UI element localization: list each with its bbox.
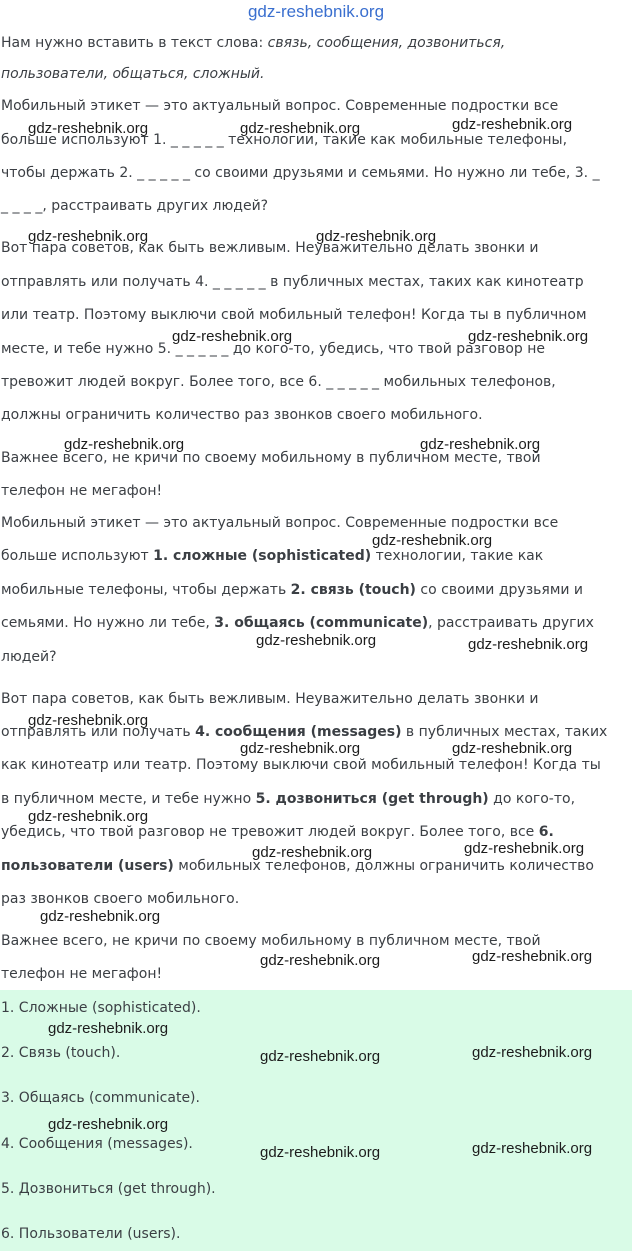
solved-text: , расстраивать других bbox=[428, 615, 594, 631]
task-line-9: тревожит людей вокруг. Более того, все 6. _ _ _ _ _ мобильных телефонов, bbox=[1, 374, 556, 390]
solved-text: мобильные телефоны, чтобы держать bbox=[1, 582, 291, 598]
solved-line-13: Важнее всего, не кричи по своему мобильному в публичном месте, твой bbox=[1, 933, 541, 949]
watermark: gdz-reshebnik.org bbox=[172, 328, 293, 345]
task-line-5: Вот пара советов, как быть вежливым. Неуважительно делать звонки и bbox=[1, 240, 539, 256]
watermark: gdz-reshebnik.org bbox=[28, 712, 149, 729]
task-line-6: отправлять или получать 4. _ _ _ _ _ в публичных местах, таких как кинотеатр bbox=[1, 274, 584, 290]
task-line-12: телефон не мегафон! bbox=[1, 483, 163, 499]
solved-text: технологии, такие как bbox=[371, 548, 544, 564]
solved-text: в публичных местах, таких bbox=[401, 724, 608, 740]
task-line-8: месте, и тебе нужно 5. _ _ _ _ _ до кого-то, убедись, что твой разговор не bbox=[1, 341, 546, 357]
task-line-2: больше используют 1. _ _ _ _ _ технологии, такие как мобильные телефоны, bbox=[1, 132, 568, 148]
solved-line-5: людей? bbox=[1, 649, 57, 665]
watermark: gdz-reshebnik.org bbox=[28, 228, 149, 245]
watermark: gdz-reshebnik.org bbox=[240, 120, 361, 137]
task-line-11: Важнее всего, не кричи по своему мобильному в публичном месте, твой bbox=[1, 450, 541, 466]
watermark: gdz-reshebnik.org bbox=[28, 808, 149, 825]
answer-highlight-4: 4. сообщения (messages) bbox=[195, 724, 402, 740]
solved-text: со своими друзьями и bbox=[415, 582, 584, 598]
answer-highlight-1: 1. сложные (sophisticated) bbox=[153, 548, 372, 564]
answer-item: 2. Связь (touch). bbox=[1, 1045, 121, 1061]
watermark: gdz-reshebnik.org bbox=[48, 1020, 169, 1037]
intro-prefix: Нам нужно вставить в текст слова: bbox=[1, 35, 268, 51]
solved-text: до кого-то, bbox=[488, 791, 576, 807]
watermark: gdz-reshebnik.org bbox=[64, 436, 185, 453]
intro-line-1 bbox=[1, 27, 631, 60]
answer-item: 5. Дозвониться (get through). bbox=[1, 1181, 216, 1197]
watermark: gdz-reshebnik.org bbox=[372, 532, 493, 549]
answer-highlight-6b: пользователи (users) bbox=[1, 858, 174, 874]
watermark: gdz-reshebnik.org bbox=[40, 908, 161, 925]
watermark: gdz-reshebnik.org bbox=[452, 116, 573, 133]
solved-text: больше используют bbox=[1, 548, 154, 564]
answer-item: 6. Пользователи (users). bbox=[1, 1226, 181, 1242]
task-line-1: Мобильный этикет — это актуальный вопрос. Современные подростки все bbox=[1, 98, 559, 114]
task-line-4: _ _ _ _, расстраивать других людей? bbox=[1, 198, 269, 214]
task-line-7: или театр. Поэтому выключи свой мобильный телефон! Когда ты в публичном bbox=[1, 307, 587, 323]
task-line-10: должны ограничить количество раз звонков своего мобильного. bbox=[1, 407, 483, 423]
watermark: gdz-reshebnik.org bbox=[28, 120, 149, 137]
solved-line-2 bbox=[1, 540, 631, 573]
watermark: gdz-reshebnik.org bbox=[252, 844, 373, 861]
solved-line-6: Вот пара советов, как быть вежливым. Неуважительно делать звонки и bbox=[1, 691, 539, 707]
solved-text: семьями. Но нужно ли тебе, bbox=[1, 615, 215, 631]
task-line-3: чтобы держать 2. _ _ _ _ _ со своими друзьями и семьями. Но нужно ли тебе, 3. _ bbox=[1, 165, 600, 181]
watermark: gdz-reshebnik.org bbox=[420, 436, 541, 453]
watermark: gdz-reshebnik.org bbox=[260, 952, 381, 969]
answer-item: 4. Сообщения (messages). bbox=[1, 1136, 193, 1152]
watermark: gdz-reshebnik.org bbox=[260, 1048, 381, 1065]
watermark: gdz-reshebnik.org bbox=[260, 1144, 381, 1161]
intro-line-2: пользователи, общаться, сложный. bbox=[1, 66, 265, 82]
answer-highlight-5: 5. дозвониться (get through) bbox=[255, 791, 489, 807]
solved-line-14: телефон не мегафон! bbox=[1, 966, 163, 982]
answer-highlight-6: 6. bbox=[538, 824, 554, 840]
watermark: gdz-reshebnik.org bbox=[240, 740, 361, 757]
solved-text: отправлять или получать bbox=[1, 724, 196, 740]
answer-highlight-3: 3. общаясь (communicate) bbox=[214, 615, 429, 631]
solved-line-12: раз звонков своего мобильного. bbox=[1, 891, 240, 907]
site-title[interactable]: gdz-reshebnik.org bbox=[247, 2, 385, 21]
answer-item: 3. Общаясь (communicate). bbox=[1, 1090, 200, 1106]
solved-text: убедись, что твой разговор не тревожит людей вокруг. Более того, все bbox=[1, 824, 539, 840]
solved-line-3 bbox=[1, 574, 631, 607]
answer-item: 1. Сложные (sophisticated). bbox=[1, 1000, 201, 1016]
solved-line-8: как кинотеатр или театр. Поэтому выключи свой мобильный телефон! Когда ты bbox=[1, 757, 601, 773]
watermark: gdz-reshebnik.org bbox=[256, 632, 377, 649]
watermark: gdz-reshebnik.org bbox=[468, 636, 589, 653]
watermark: gdz-reshebnik.org bbox=[472, 1140, 593, 1157]
intro-words-1: связь, сообщения, дозвониться, bbox=[267, 35, 506, 51]
watermark: gdz-reshebnik.org bbox=[472, 948, 593, 965]
watermark: gdz-reshebnik.org bbox=[452, 740, 573, 757]
solved-text: в публичном месте, и тебе нужно bbox=[1, 791, 256, 807]
watermark: gdz-reshebnik.org bbox=[48, 1116, 169, 1133]
solved-text: мобильных телефонов, должны ограничить количество bbox=[173, 858, 594, 874]
answer-highlight-2: 2. связь (touch) bbox=[290, 582, 416, 598]
watermark: gdz-reshebnik.org bbox=[468, 328, 589, 345]
watermark: gdz-reshebnik.org bbox=[316, 228, 437, 245]
watermark: gdz-reshebnik.org bbox=[472, 1044, 593, 1061]
solved-line-1: Мобильный этикет — это актуальный вопрос. Современные подростки все bbox=[1, 515, 559, 531]
watermark: gdz-reshebnik.org bbox=[464, 840, 585, 857]
